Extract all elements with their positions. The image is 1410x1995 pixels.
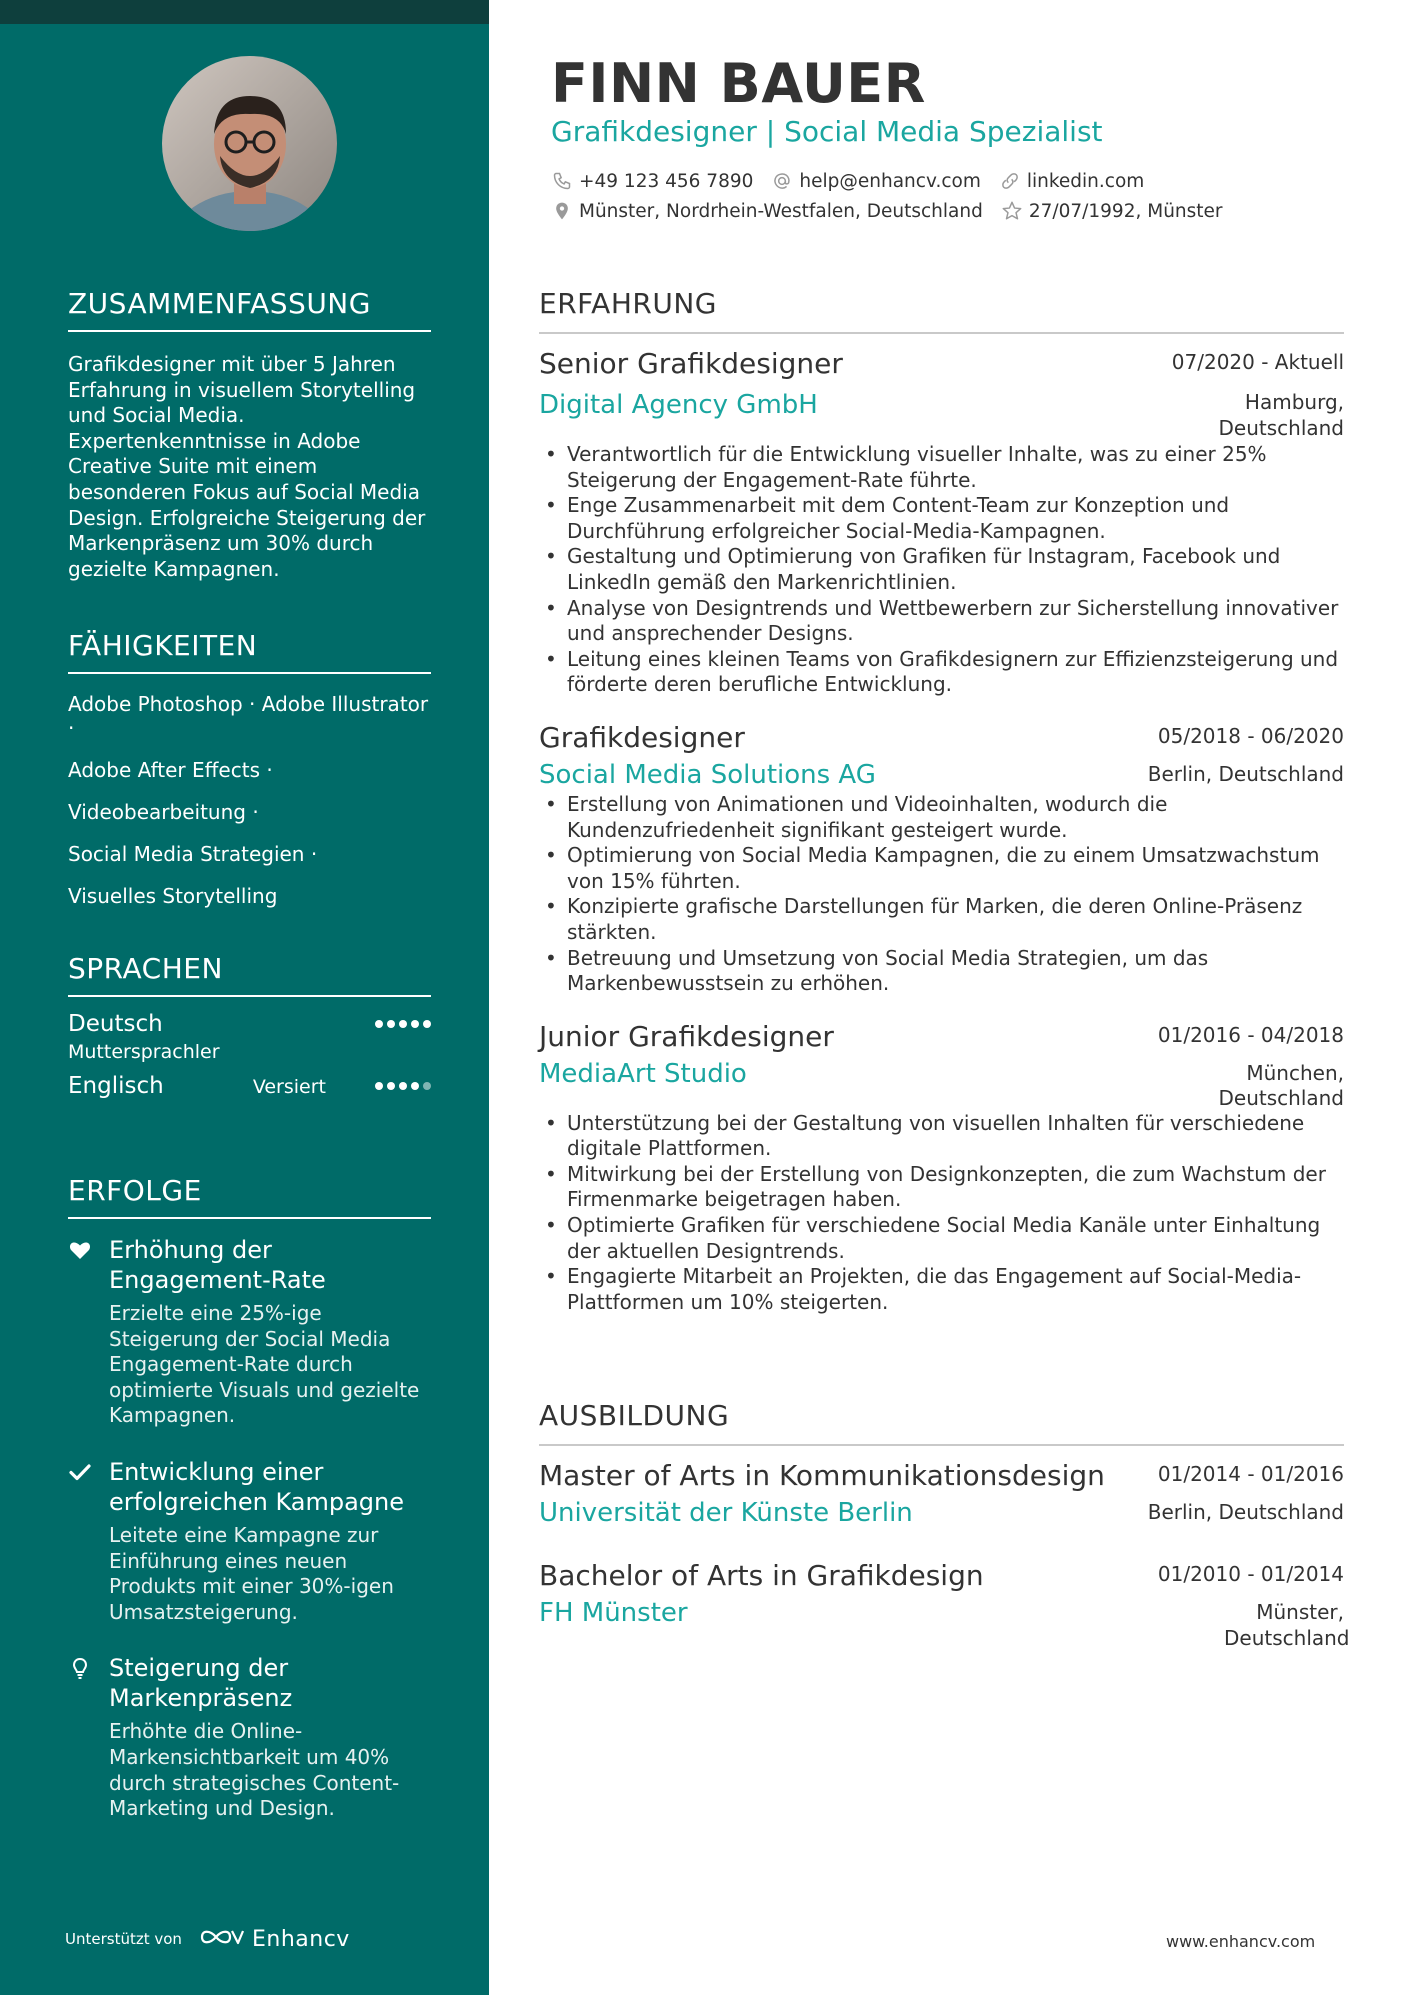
rating-dot-filled <box>387 1082 395 1090</box>
job-bullets <box>539 1111 1344 1316</box>
rating-dot-filled <box>411 1020 419 1028</box>
bullet-item: • Verantwortlich für die Entwicklung visueller Inhalte, was zu einer 25% Steigerung der Engagement-Rate führte. <box>539 442 1344 493</box>
powered-by-label: Unterstützt von <box>65 1930 182 1948</box>
rating-dot-filled <box>375 1020 383 1028</box>
language-name: Deutsch <box>68 1011 163 1037</box>
summary-section <box>68 287 431 582</box>
bullet-item: • Konzipierte grafische Darstellungen für Marken, die deren Online-Präsenz stärkten. <box>539 894 1344 945</box>
job-date: 07/2020 - Aktuell <box>1171 350 1344 374</box>
bullet-item: • Engagierte Mitarbeit an Projekten, die das Engagement auf Social-Media-Plattformen um 10% steigerten. <box>539 1264 1344 1315</box>
phone-text: +49 123 456 7890 <box>579 170 754 192</box>
education-location: Berlin, Deutschland <box>1147 1500 1344 1524</box>
footer-url[interactable]: www.enhancv.com <box>1166 1932 1316 1951</box>
bullet-item: • Erstellung von Animationen und Videoinhalten, wodurch die Kundenzufriedenheit signifikant gesteigert wurde. <box>539 792 1344 843</box>
star-icon <box>1001 200 1023 222</box>
achievement-desc: Erzielte eine 25%-ige Steigerung der Social Media Engagement-Rate durch optimierte Visuals und gezielte Kampagnen. <box>109 1301 420 1428</box>
job-company: Digital Agency GmbH <box>539 390 818 420</box>
sidebar <box>0 0 489 1995</box>
enhancv-logo[interactable] <box>198 1926 350 1952</box>
contact-location <box>551 200 983 222</box>
education-date: 01/2010 - 01/2014 <box>1157 1562 1344 1586</box>
job-date: 01/2016 - 04/2018 <box>1157 1022 1344 1047</box>
rating-dot-filled <box>387 1020 395 1028</box>
linkedin-text: linkedin.com <box>1026 170 1145 192</box>
achievement-title: Erhöhung der Engagement-Rate <box>109 1236 326 1294</box>
skill-line: Social Media Strategien · <box>68 842 318 866</box>
languages-title: SPRACHEN <box>68 952 431 997</box>
contact-birth <box>1001 200 1223 222</box>
skill-line: Adobe Photoshop · Adobe Illustrator · <box>68 692 429 740</box>
language-level: Versiert <box>252 1076 326 1098</box>
achievement-item <box>68 1653 431 1821</box>
bullet-item: • Analyse von Designtrends und Wettbewerbern zur Sicherstellung innovativer und ansprechender Designs. <box>539 596 1344 647</box>
achievement-title: Steigerung der Markenpräsenz <box>109 1654 293 1713</box>
job-item <box>539 1019 1344 1316</box>
achievement-title: Entwicklung einer erfolgreichen Kampagne <box>109 1457 405 1516</box>
education-date: 01/2014 - 01/2016 <box>1157 1462 1344 1486</box>
bullet-item: • Enge Zusammenarbeit mit dem Content-Team zur Konzeption und Durchführung erfolgreicher Social-Media-Kampagnen. <box>539 493 1344 544</box>
education-item <box>539 1458 1344 1530</box>
job-location: München, Deutschland <box>1218 1060 1344 1111</box>
achievement-desc: Erhöhte die Online-Markensichtbarkeit um 40% durch strategisches Content-Marketing und Design. <box>109 1719 400 1821</box>
contact-email[interactable] <box>771 170 980 192</box>
candidate-name: FINN BAUER <box>551 52 926 115</box>
experience-section <box>539 287 1344 1315</box>
education-degree: Bachelor of Arts in Grafikdesign <box>539 1559 984 1592</box>
rating-dot-filled <box>399 1020 407 1028</box>
language-name: Englisch <box>68 1073 164 1099</box>
language-rating <box>371 1020 431 1030</box>
summary-text: Grafikdesigner mit über 5 Jahren Erfahrung in visuellem Storytelling und Social Media. Expertenkenntnisse in Adobe Creative Suite mit einem besonderen Fokus auf Social Media Design. Erfolgreiche Steigerung der Markenpräsenz um 30% durch gezielte Kampagnen. <box>68 352 426 581</box>
rating-dot-filled <box>375 1082 383 1090</box>
job-company: MediaArt Studio <box>539 1058 747 1089</box>
bullet-item: • Leitung eines kleinen Teams von Grafikdesignern zur Effizienzsteigerung und förderte deren berufliche Entwicklung. <box>539 647 1344 698</box>
contact-row <box>551 170 1162 192</box>
achievement-item <box>68 1235 431 1429</box>
languages-section <box>68 952 431 1113</box>
rating-dot-filled <box>399 1082 407 1090</box>
contact-phone[interactable] <box>551 170 753 192</box>
lightbulb-icon <box>68 1656 94 1682</box>
skill-line: Visuelles Storytelling <box>68 884 278 908</box>
bullet-item: • Gestaltung und Optimierung von Grafiken für Instagram, Facebook und LinkedIn gemäß den Markenrichtlinien. <box>539 544 1344 595</box>
email-text: help@enhancv.com <box>799 170 981 192</box>
location-text: Münster, Nordrhein-Westfalen, Deutschland <box>579 200 983 222</box>
bullet-item: • Optimierte Grafiken für verschiedene Social Media Kanäle unter Einhaltung der aktuellen Designtrends. <box>539 1213 1344 1264</box>
language-level: Muttersprachler <box>68 1041 220 1063</box>
job-item <box>539 720 1344 997</box>
profile-photo <box>162 56 337 231</box>
job-date: 05/2018 - 06/2020 <box>1157 723 1344 748</box>
candidate-subtitle: Grafikdesigner | Social Media Spezialist <box>551 115 1103 148</box>
job-location: Berlin, Deutschland <box>1147 761 1344 786</box>
education-location: Münster, Deutschland <box>1224 1600 1350 1650</box>
phone-icon <box>551 170 573 192</box>
bullet-item: • Mitwirkung bei der Erstellung von Designkonzepten, die zum Wachstum der Firmenmarke beigetragen haben. <box>539 1162 1344 1213</box>
job-title: Senior Grafikdesigner <box>539 347 843 380</box>
bullet-item: • Unterstützung bei der Gestaltung von visuellen Inhalten für verschiedene digitale Plattformen. <box>539 1111 1344 1162</box>
education-section <box>539 1399 1350 1650</box>
education-item <box>539 1558 1350 1650</box>
skill-line: Adobe After Effects · <box>68 758 273 782</box>
summary-title: ZUSAMMENFASSUNG <box>68 287 431 332</box>
at-icon <box>771 170 793 192</box>
experience-title: ERFAHRUNG <box>539 287 1344 334</box>
bullet-item: • Optimierung von Social Media Kampagnen, die zu einem Umsatzwachstum von 15% führten. <box>539 843 1344 894</box>
enhancv-brand: Enhancv <box>252 1926 350 1952</box>
job-bullets <box>539 792 1344 997</box>
skills-section <box>68 629 431 908</box>
location-pin-icon <box>551 200 573 222</box>
heart-icon <box>68 1238 94 1264</box>
contact-linkedin[interactable] <box>999 170 1144 192</box>
skill-line: Videobearbeitung · <box>68 800 259 824</box>
language-rating <box>371 1082 431 1092</box>
language-item <box>68 1073 431 1113</box>
achievements-section <box>68 1174 431 1822</box>
rating-dot-filled <box>423 1020 431 1028</box>
bullet-item: • Betreuung und Umsetzung von Social Media Strategien, um das Markenbewusstsein zu erhöhen. <box>539 946 1344 997</box>
birth-text: 27/07/1992, Münster <box>1028 200 1223 222</box>
enhancv-logo-icon <box>198 1925 244 1953</box>
contact-row <box>551 200 1241 222</box>
rating-dot-filled <box>411 1082 419 1090</box>
education-degree: Master of Arts in Kommunikationsdesign <box>539 1459 1105 1492</box>
achievements-title: ERFOLGE <box>68 1174 431 1219</box>
education-title: AUSBILDUNG <box>539 1399 1344 1446</box>
education-school: Universität der Künste Berlin <box>539 1498 913 1528</box>
skills-title: FÄHIGKEITEN <box>68 629 431 674</box>
achievement-item <box>68 1457 431 1625</box>
job-title: Grafikdesigner <box>539 720 745 754</box>
job-title: Junior Grafikdesigner <box>539 1019 834 1053</box>
job-company: Social Media Solutions AG <box>539 759 876 790</box>
rating-dot-empty <box>423 1082 431 1090</box>
sidebar-top-bar <box>0 0 489 24</box>
job-bullets <box>539 442 1344 698</box>
language-item <box>68 1011 431 1065</box>
education-school: FH Münster <box>539 1598 688 1628</box>
achievement-desc: Leitete eine Kampagne zur Einführung eines neuen Produkts mit einer 30%-igen Umsatzsteigerung. <box>109 1522 394 1624</box>
job-location: Hamburg, Deutschland <box>1218 390 1344 440</box>
job-item <box>539 346 1344 698</box>
link-icon <box>999 170 1021 192</box>
check-icon <box>68 1460 94 1486</box>
